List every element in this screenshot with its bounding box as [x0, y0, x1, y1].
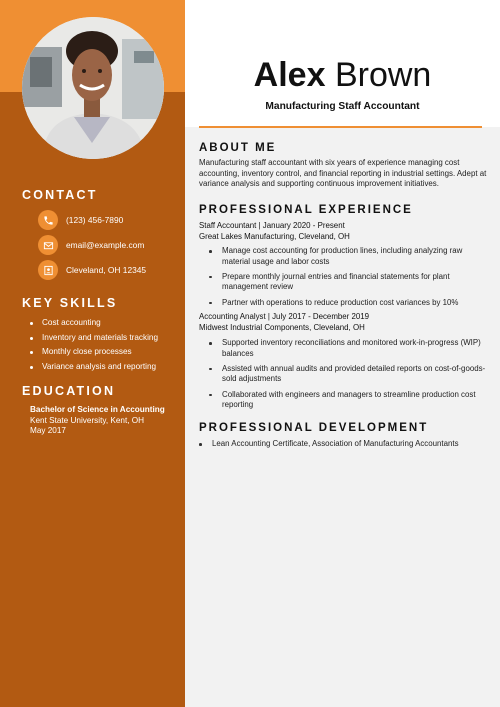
job-bullets [209, 338, 489, 415]
main-column [185, 0, 500, 707]
job-bullet: Collaborated with engineers and managers to streamline production cost reporting [209, 390, 489, 411]
phone-icon [38, 210, 58, 230]
skill-item: Variance analysis and reporting [30, 362, 158, 377]
last-name: Brown [334, 56, 432, 94]
candidate-name [185, 56, 500, 95]
education-entry [30, 405, 165, 437]
graduation-date: May 2017 [30, 426, 66, 436]
id-card-icon [38, 260, 58, 280]
skills-list [30, 318, 158, 376]
location-text: Cleveland, OH 12345 [66, 265, 147, 275]
job-company-line: Midwest Industrial Components, Cleveland, OH [199, 323, 365, 332]
job-title-line: Staff Accountant | January 2020 - Present [199, 221, 345, 230]
job-bullet: Manage cost accounting for production lines, including analyzing raw material usage and labor costs [209, 246, 489, 267]
job-title-line: Accounting Analyst | July 2017 - December 2019 [199, 312, 370, 321]
contact-phone [38, 209, 123, 231]
job-bullet: Assisted with annual audits and provided detailed reports on cost-of-goods-sold adjustments [209, 364, 489, 385]
degree: Bachelor of Science in Accounting [30, 405, 165, 414]
envelope-icon [38, 235, 58, 255]
email-text: email@example.com [66, 240, 145, 250]
contact-email [38, 234, 144, 256]
school: Kent State University, Kent, OH [30, 415, 145, 425]
about-heading: ABOUT ME [199, 142, 277, 154]
job-bullet: Partner with operations to reduce production cost variances by 10% [209, 298, 489, 309]
contact-location [38, 259, 146, 281]
experience-heading: PROFESSIONAL EXPERIENCE [199, 204, 413, 216]
skill-item: Inventory and materials tracking [30, 333, 158, 348]
skill-item: Cost accounting [30, 318, 158, 333]
job-title: Manufacturing Staff Accountant [265, 101, 420, 112]
contact-heading: CONTACT [22, 188, 98, 202]
job-bullets [209, 246, 489, 313]
first-name: Alex [253, 56, 326, 94]
profile-photo [22, 17, 164, 159]
job-bullet: Supported inventory reconciliations and monitored work-in-progress (WIP) balances [209, 338, 489, 359]
job-company-line: Great Lakes Manufacturing, Cleveland, OH [199, 232, 350, 241]
development-list [199, 439, 479, 454]
job-bullet: Prepare monthly journal entries and financial statements for plant management review [209, 272, 489, 293]
about-text: Manufacturing staff accountant with six years of experience managing cost accounting, inventory control, and financial reporting in industrial settings. Adept at variance analysis and supporting continuous improvement initiatives. [199, 158, 487, 189]
skills-heading: KEY SKILLS [22, 296, 118, 310]
sidebar [0, 0, 185, 707]
development-item: Lean Accounting Certificate, Association of Manufacturing Accountants [199, 439, 479, 450]
education-heading: EDUCATION [22, 384, 116, 398]
phone-text: (123) 456-7890 [66, 215, 124, 225]
skill-item: Monthly close processes [30, 347, 158, 362]
development-heading: PROFESSIONAL DEVELOPMENT [199, 422, 429, 434]
header-divider [199, 126, 482, 128]
